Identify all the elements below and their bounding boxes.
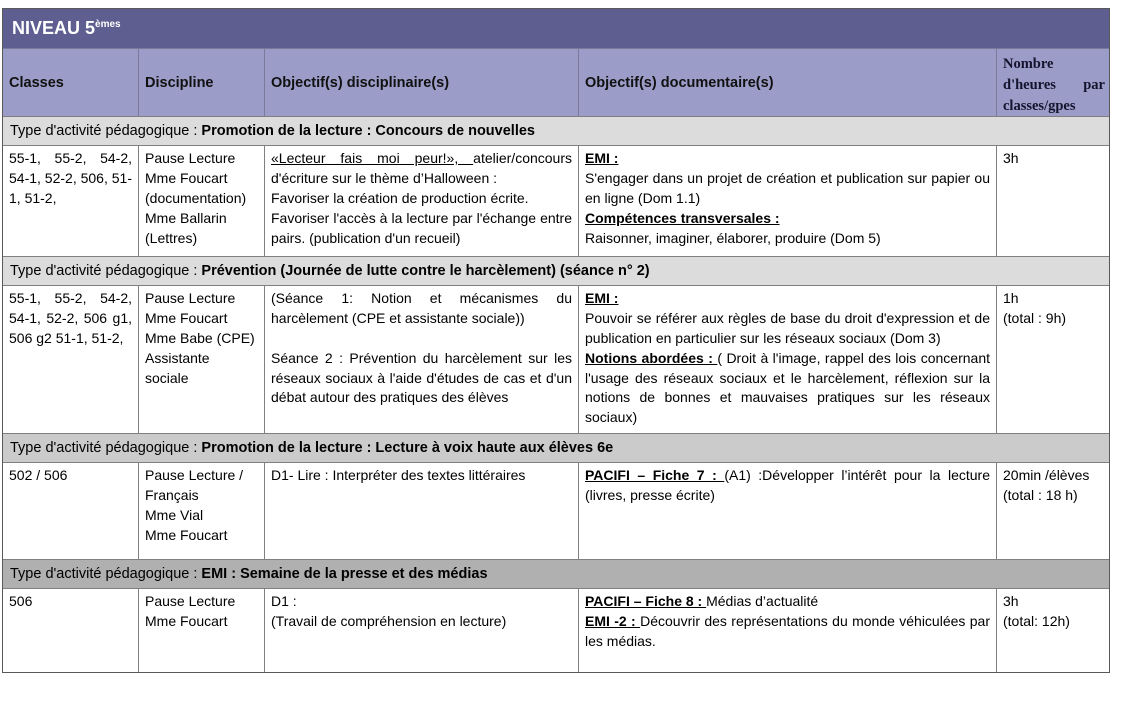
paragraph (585, 612, 990, 652)
cell-discipline (138, 146, 264, 256)
paragraph (585, 592, 990, 612)
table-row (3, 285, 1109, 433)
table-sections (3, 116, 1109, 672)
text-run: PACIFI – Fiche 8 : (585, 593, 707, 609)
section-title: EMI : Semaine de la presse et des médias (201, 566, 488, 582)
text-run: Français (145, 486, 199, 503)
header-cell-nombre-heures: Nombre d'heures par classes/gpes (996, 49, 1111, 116)
cell-discipline (138, 286, 264, 433)
text-run: EMI : (585, 150, 619, 166)
paragraph (1003, 466, 1105, 486)
paragraph (585, 209, 990, 229)
paragraph (145, 592, 258, 612)
cell-disciplinaire (264, 146, 578, 256)
cell-disciplinaire (264, 589, 578, 672)
text-run: 3h (1003, 593, 1019, 609)
paragraph (1003, 149, 1105, 169)
cell-disciplinaire (264, 286, 578, 433)
text-run: (total: 12h) (1003, 612, 1070, 629)
paragraph (585, 466, 990, 506)
text-run: 1h (1003, 290, 1019, 306)
cell-documentaire (578, 286, 996, 433)
text-run: 502 / 506 (9, 467, 68, 483)
paragraph (271, 592, 572, 612)
paragraph (145, 189, 258, 209)
section-title: Promotion de la lecture : Lecture à voix haute aux élèves 6e (201, 440, 614, 456)
text-run: Pouvoir se référer aux règles de base du droit d'expression et de publication en particulier sur les réseaux sociaux (Dom 3) (585, 309, 990, 346)
header-cell-objectif-documentaire: Objectif(s) documentaire(s) (578, 49, 996, 116)
text-run: 20min /élèves (1003, 467, 1090, 483)
section-band (3, 256, 1109, 285)
text-run: Pause Lecture (145, 150, 236, 166)
paragraph (145, 289, 258, 309)
text-run: Mme Foucart (145, 612, 228, 629)
paragraph (145, 229, 258, 249)
text-run: 506 (9, 593, 33, 609)
text-run: Favoriser l'accès à la lecture par l'échange entre pairs. (publication d'un recueil) (271, 209, 572, 246)
paragraph (585, 229, 990, 249)
paragraph (145, 486, 258, 506)
cell-heures (996, 463, 1109, 559)
section-title: Prévention (Journée de lutte contre le harcèlement) (séance n° 2) (201, 263, 650, 279)
paragraph (1003, 486, 1105, 506)
paragraph (145, 526, 258, 546)
text-run: (total : 18 h) (1003, 486, 1078, 503)
text-run: Mme Foucart (145, 526, 228, 543)
paragraph (271, 149, 572, 189)
paragraph (145, 209, 258, 229)
cell-documentaire (578, 146, 996, 256)
text-run: 3h (1003, 150, 1019, 166)
text-run: Mme Foucart (145, 309, 228, 326)
planning-table (2, 8, 1110, 673)
section-prefix: Type d'activité pédagogique : (10, 123, 202, 139)
section-band (3, 559, 1109, 588)
text-run: 55-1, 55-2, 54-2, 54-1, 52-2, 506 g1, 506 g2 51-1, 51-2, (9, 290, 132, 346)
paragraph (145, 169, 258, 189)
table-row (3, 145, 1109, 256)
paragraph (9, 592, 132, 612)
paragraph (271, 612, 572, 632)
paragraph (9, 149, 132, 209)
text-run: (Séance 1: Notion et mécanismes du harcèlement (CPE et assistante sociale)) (271, 290, 572, 326)
text-run: (Travail de compréhension en lecture) (271, 612, 507, 629)
text-run: S'engager dans un projet de création et publication sur papier ou en ligne (Dom 1.1) (585, 169, 990, 206)
page-title: NIVEAU 5 (12, 18, 96, 38)
paragraph (9, 289, 132, 349)
text-run: PACIFI – Fiche 7 : (585, 467, 725, 483)
paragraph (145, 369, 258, 389)
cell-discipline (138, 463, 264, 559)
section-band (3, 116, 1109, 145)
table-row (3, 462, 1109, 559)
paragraph (585, 169, 990, 209)
paragraph (9, 466, 132, 486)
paragraph (1003, 289, 1105, 309)
text-run: sociale (145, 369, 189, 386)
cell-classes (3, 463, 138, 559)
paragraph (271, 289, 572, 329)
header-cell-objectif-disciplinaire: Objectif(s) disciplinaire(s) (264, 49, 578, 116)
section-band (3, 433, 1109, 462)
text-run: Découvrir des représentations du monde véhiculées par les médias. (585, 612, 990, 649)
paragraph (145, 612, 258, 632)
cell-classes (3, 146, 138, 256)
paragraph (1003, 592, 1105, 612)
paragraph (145, 349, 258, 369)
text-run: Assistante (145, 349, 210, 366)
paragraph (145, 506, 258, 526)
header-cell-classes: Classes (9, 74, 64, 91)
text-run: Compétences transversales : (585, 209, 780, 226)
paragraph (1003, 309, 1105, 329)
cell-disciplinaire (264, 463, 578, 559)
table-row (3, 588, 1109, 672)
text-run: «Lecteur fais moi peur!», (271, 150, 474, 166)
paragraph (271, 466, 572, 486)
header-row (3, 48, 1109, 116)
section-prefix: Type d'activité pédagogique : (10, 566, 202, 582)
text-run: D1 : (271, 593, 297, 609)
text-run: (Lettres) (145, 229, 198, 246)
text-run: atelier/concours d'écriture sur le thème d’Halloween : (271, 150, 572, 186)
text-run: Séance 2 : Prévention du harcèlement sur les réseaux sociaux à l'aide d'études de cas et d'un débat autour des pratiques des élèves (271, 349, 572, 406)
paragraph (271, 329, 572, 349)
paragraph (145, 149, 258, 169)
paragraph (585, 149, 990, 169)
paragraph (271, 209, 572, 249)
section-title: Promotion de la lecture : Concours de nouvelles (201, 123, 535, 139)
cell-heures (996, 589, 1109, 672)
cell-classes (3, 286, 138, 433)
text-run: Pause Lecture / (145, 467, 244, 483)
text-run: ( Droit à l'image, rappel des lois concernant l'usage des réseaux sociaux et le harcèlement, réflexion sur la notions de bonnes et mauvaises pratiques sur les réseaux sociaux) (585, 349, 990, 426)
cell-classes (3, 589, 138, 672)
paragraph (145, 329, 258, 349)
cell-documentaire (578, 463, 996, 559)
paragraph (271, 349, 572, 409)
paragraph (145, 309, 258, 329)
page-title-superscript: èmes (95, 19, 121, 30)
cell-discipline (138, 589, 264, 672)
paragraph (585, 349, 990, 429)
paragraph (585, 309, 990, 349)
text-run: (total : 9h) (1003, 309, 1067, 326)
text-run: Notions abordées : (585, 349, 718, 366)
text-run: (documentation) (145, 189, 247, 206)
text-run: Médias d’actualité (706, 593, 819, 609)
paragraph (271, 189, 572, 209)
cell-heures (996, 286, 1109, 433)
text-run: Mme Babe (CPE) (145, 329, 255, 346)
section-prefix: Type d'activité pédagogique : (10, 263, 202, 279)
section-prefix: Type d'activité pédagogique : (10, 440, 202, 456)
text-run: Mme Ballarin (145, 209, 227, 226)
text-run: Raisonner, imaginer, élaborer, produire (Dom 5) (585, 229, 881, 246)
header-cell-discipline: Discipline (138, 49, 264, 116)
text-run: Mme Foucart (145, 169, 228, 186)
paragraph (1003, 612, 1105, 632)
text-run: EMI -2 : (585, 612, 641, 629)
text-run: EMI : (585, 290, 619, 306)
text-run: D1- Lire : Interpréter des textes littéraires (271, 467, 526, 483)
table-title-bar (3, 9, 1109, 48)
text-run: 55-1, 55-2, 54-2, 54-1, 52-2, 506, 51-1, 51-2, (9, 150, 132, 206)
paragraph (585, 289, 990, 309)
text-run: Mme Vial (145, 506, 204, 523)
cell-heures (996, 146, 1109, 256)
text-run: Pause Lecture (145, 290, 236, 306)
text-run: Favoriser la création de production écrite. (271, 189, 529, 206)
text-run: Pause Lecture (145, 593, 236, 609)
cell-documentaire (578, 589, 996, 672)
paragraph (145, 466, 258, 486)
text-run: (A1) :Développer l’intérêt pour la lecture (livres, presse écrite) (585, 467, 990, 503)
